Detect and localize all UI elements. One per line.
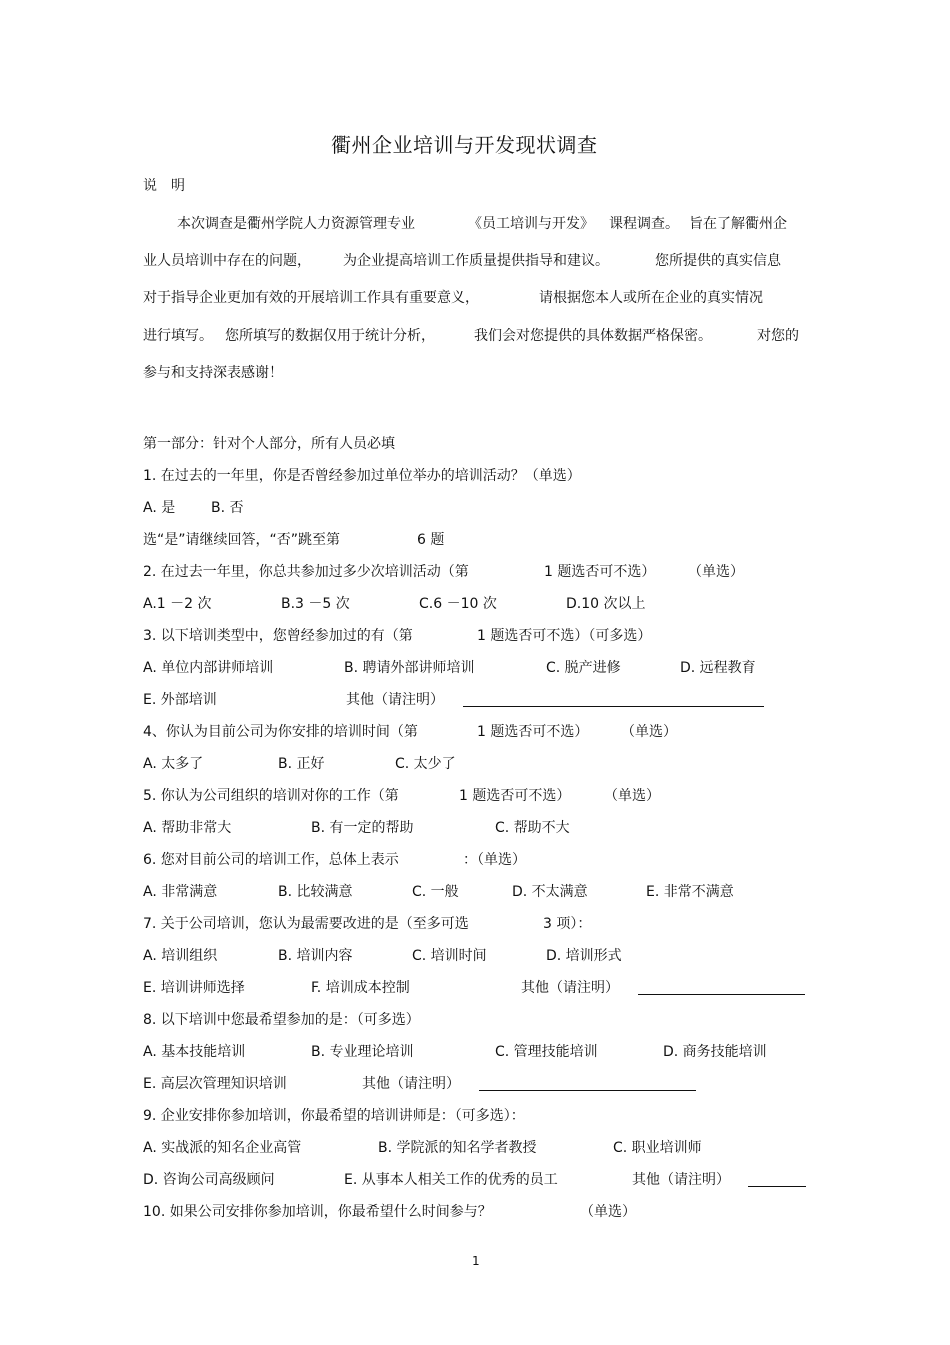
option[interactable]: B. 聘请外部讲师培训 (344, 660, 475, 676)
question-4: （单选） (621, 724, 677, 740)
question-7: 3 项）： (543, 916, 592, 932)
intro-text: 为企业提高培训工作质量提供指导和建议。 (343, 253, 609, 269)
intro-text: 请根据您本人或所在企业的真实情况 (539, 290, 763, 306)
option[interactable]: A. 培训组织 (143, 948, 218, 964)
question-6: ：（单选） (463, 852, 526, 868)
question-5: 1 题选否可不选） (459, 788, 571, 804)
intro-text: 对您的 (757, 328, 799, 344)
option[interactable]: A. 非常满意 (143, 884, 218, 900)
intro-text: 参与和支持深表感谢！ (143, 365, 283, 381)
option[interactable]: C. 职业培训师 (613, 1140, 702, 1156)
option[interactable]: C. 脱产进修 (546, 660, 621, 676)
question-3: 3. 以下培训类型中，您曾经参加过的有（第 (143, 628, 413, 644)
option[interactable]: B. 比较满意 (278, 884, 353, 900)
option[interactable]: B. 否 (211, 500, 244, 516)
other-label: 其他（请注明） (346, 692, 444, 708)
intro-text: 课程调查。 (609, 216, 679, 232)
option[interactable]: A. 实战派的知名企业高管 (143, 1140, 302, 1156)
option[interactable]: C.6 －10 次 (419, 596, 497, 612)
intro-heading: 说 明 (143, 178, 185, 194)
question-8: 8. 以下培训中您最希望参加的是：（可多选） (143, 1012, 420, 1028)
option[interactable]: E. 外部培训 (143, 692, 217, 708)
intro-text: 对于指导企业更加有效的开展培训工作具有重要意义， (143, 290, 479, 306)
other-label: 其他（请注明） (521, 980, 619, 996)
other-label: 其他（请注明） (632, 1172, 730, 1188)
option[interactable]: D. 商务技能培训 (663, 1044, 767, 1060)
intro-text: 旨在了解衢州企 (689, 216, 787, 232)
option[interactable]: B. 正好 (278, 756, 325, 772)
question-3: 1 题选否可不选）（可多选） (477, 628, 652, 644)
question-note: 6 题 (417, 532, 445, 548)
question-10: （单选） (580, 1204, 636, 1220)
other-fill-line[interactable] (463, 706, 764, 707)
option[interactable]: A. 单位内部讲师培训 (143, 660, 274, 676)
question-5: 5. 你认为公司组织的培训对你的工作（第 (143, 788, 399, 804)
question-6: 6. 您对目前公司的培训工作，总体上表示 (143, 852, 399, 868)
option[interactable]: B. 专业理论培训 (311, 1044, 414, 1060)
option[interactable]: C. 管理技能培训 (495, 1044, 598, 1060)
option[interactable]: B. 学院派的知名学者教授 (378, 1140, 537, 1156)
question-note: 选“是”请继续回答，“否”跳至第 (143, 532, 341, 548)
option[interactable]: D. 远程教育 (680, 660, 756, 676)
intro-text: 您所填写的数据仅用于统计分析， (225, 328, 435, 344)
option[interactable]: E. 从事本人相关工作的优秀的员工 (344, 1172, 558, 1188)
option[interactable]: E. 非常不满意 (646, 884, 734, 900)
document-title: 衢州企业培训与开发现状调查 (331, 133, 598, 157)
option[interactable]: D. 不太满意 (512, 884, 588, 900)
option[interactable]: D. 培训形式 (546, 948, 622, 964)
intro-text: 我们会对您提供的具体数据严格保密。 (474, 328, 712, 344)
option[interactable]: F. 培训成本控制 (311, 980, 410, 996)
intro-text: 本次调查是衢州学院人力资源管理专业 (177, 216, 415, 232)
option[interactable]: A. 太多了 (143, 756, 204, 772)
intro-text: 业人员培训中存在的问题， (143, 253, 311, 269)
question-7: 7. 关于公司培训，您认为最需要改进的是（至多可选 (143, 916, 469, 932)
option[interactable]: A. 基本技能培训 (143, 1044, 246, 1060)
option[interactable]: B.3 －5 次 (281, 596, 350, 612)
question-5: （单选） (604, 788, 660, 804)
option[interactable]: B. 培训内容 (278, 948, 353, 964)
other-fill-line[interactable] (479, 1090, 696, 1091)
option[interactable]: C. 培训时间 (412, 948, 487, 964)
option[interactable]: C. 一般 (412, 884, 459, 900)
other-fill-line[interactable] (748, 1186, 806, 1187)
option[interactable]: D.10 次以上 (566, 596, 646, 612)
question-9: 9. 企业安排你参加培训，你最希望的培训讲师是：（可多选）： (143, 1108, 525, 1124)
question-4: 4、你认为目前公司为你安排的培训时间（第 (143, 724, 418, 740)
question-2: 2. 在过去一年里，你总共参加过多少次培训活动（第 (143, 564, 469, 580)
option[interactable]: C. 太少了 (395, 756, 456, 772)
option[interactable]: A. 帮助非常大 (143, 820, 232, 836)
option[interactable]: E. 培训讲师选择 (143, 980, 245, 996)
option[interactable]: C. 帮助不大 (495, 820, 570, 836)
question-2: 1 题选否可不选） (544, 564, 656, 580)
option[interactable]: D. 咨询公司高级顾问 (143, 1172, 275, 1188)
question-4: 1 题选否可不选） (477, 724, 589, 740)
question-1: 1. 在过去的一年里，你是否曾经参加过单位举办的培训活动？（单选） (143, 468, 581, 484)
page-number: 1 (472, 1254, 480, 1268)
option[interactable]: B. 有一定的帮助 (311, 820, 414, 836)
question-10: 10. 如果公司安排你参加培训，你最希望什么时间参与？ (143, 1204, 492, 1220)
intro-text: 《员工培训与开发》 (468, 216, 594, 232)
other-fill-line[interactable] (638, 994, 805, 995)
question-2: （单选） (688, 564, 744, 580)
other-label: 其他（请注明） (362, 1076, 460, 1092)
intro-text: 您所提供的真实信息 (655, 253, 781, 269)
option[interactable]: E. 高层次管理知识培训 (143, 1076, 287, 1092)
option[interactable]: A. 是 (143, 500, 176, 516)
option[interactable]: A.1 －2 次 (143, 596, 212, 612)
section-heading: 第一部分：针对个人部分，所有人员必填 (143, 436, 395, 452)
intro-text: 进行填写。 (143, 328, 213, 344)
